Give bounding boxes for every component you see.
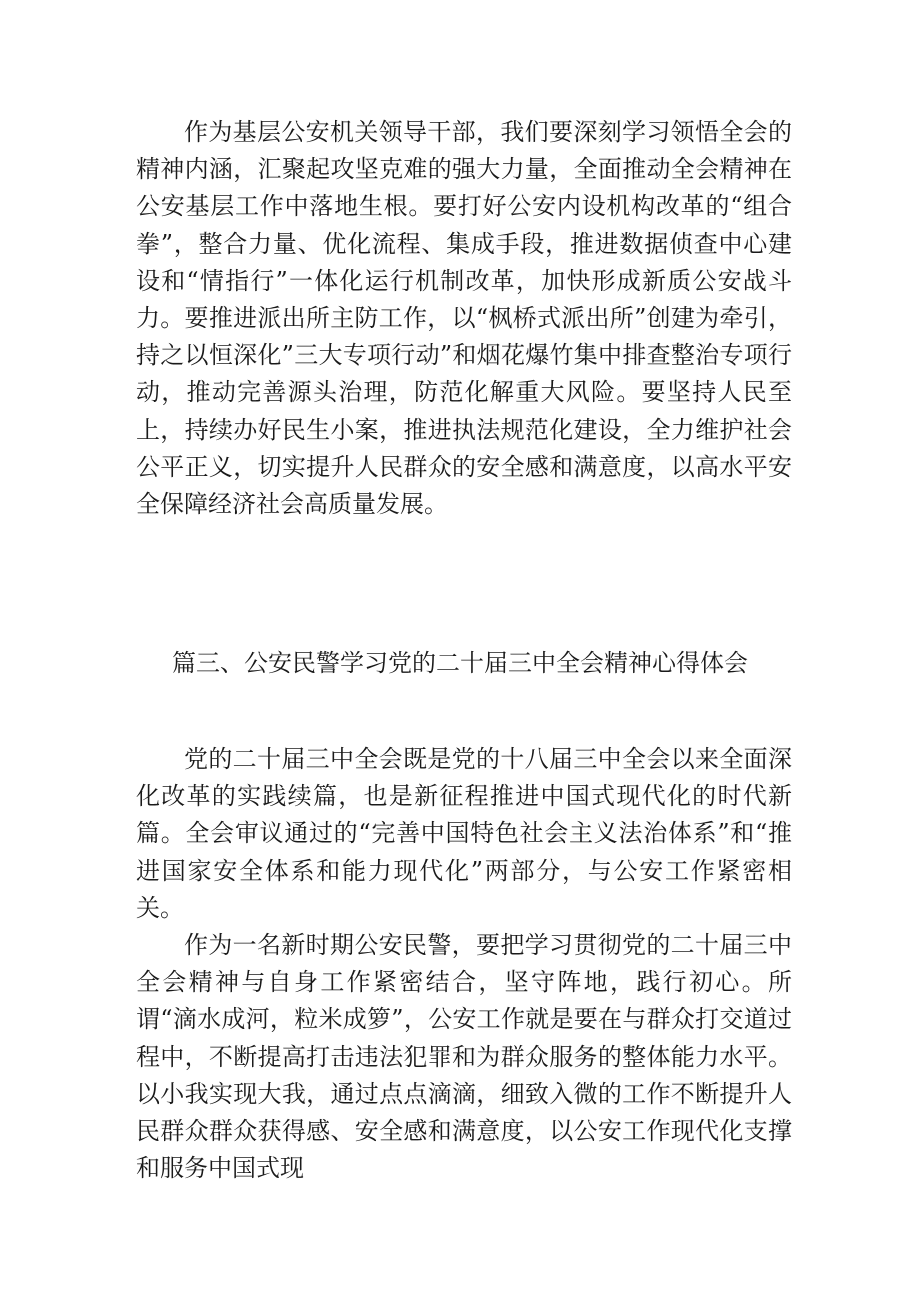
text-block-top — [136, 114, 792, 523]
body-paragraph: 作为基层公安机关领导干部，我们要深刻学习领悟全会的精神内涵，汇聚起攻坚克难的强大力量，全面推动全会精神在公安基层工作中落地生根。要打好公安内设机构改革的“组合拳”，整合力量、优化流程、集成手段，推进数据侦查中心建设和“情指行”一体化运行机制改革，加快形成新质公安战斗力。要推进派出所主防工作，以“枫桥式派出所”创建为牵引，持之以恒深化”三大专项行动”和烟花爆竹集中排查整治专项行动，推动完善源头治理，防范化解重大风险。要坚持人民至上，持续办好民生小案，推进执法规范化建设，全力维护社会公平正义，切实提升人民群众的安全感和满意度，以高水平安全保障经济社会高质量发展。 — [136, 118, 792, 519]
body-paragraph: 党的二十届三中全会既是党的十八届三中全会以来全面深化改革的实践续篇，也是新征程推进中国式现代化的时代新篇。全会审议通过的“完善中国特色社会主义法治体系”和“推进国家安全体系和能力现代化”两部分，与公安工作紧密相关。 — [136, 745, 792, 922]
section-heading: 篇三、公安民警学习党的二十届三中全会精神心得体会 — [172, 649, 748, 677]
text-block-bottom — [136, 741, 792, 1187]
body-paragraph: 作为一名新时期公安民警，要把学习贯彻党的二十届三中全会精神与自身工作紧密结合，坚守阵地，践行初心。所谓“滴水成河，粒米成箩”，公安工作就是要在与群众打交道过程中，不断提高打击违法犯罪和为群众服务的整体能力水平。以小我实现大我，通过点点滴滴，细致入微的工作不断提升人民群众群众获得感、安全感和满意度，以公安工作现代化支撑和服务中国式现 — [136, 931, 792, 1183]
